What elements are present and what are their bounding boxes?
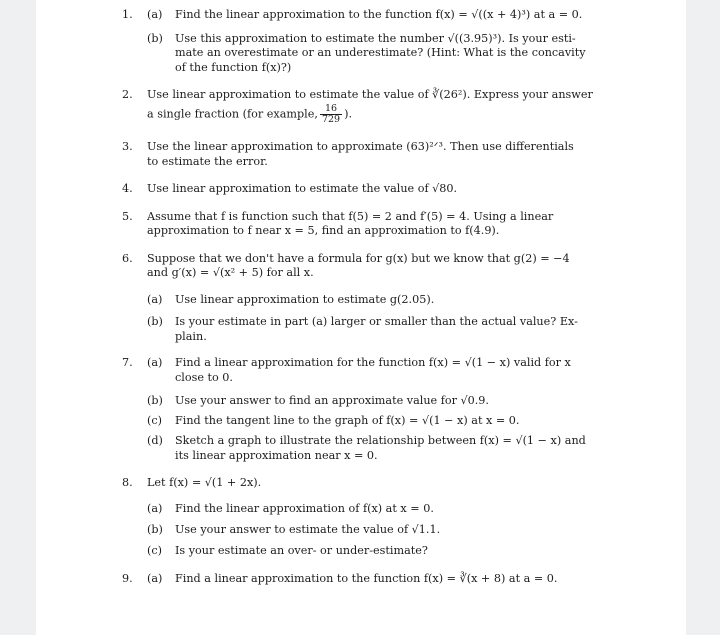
problem-number: 6. — [122, 252, 133, 265]
part-label: (d) — [147, 434, 163, 447]
part-label: (b) — [147, 394, 163, 407]
problem-text: Use this approximation to estimate the number √((3.95)³). Is your esti- — [175, 32, 576, 45]
problem-number: 3. — [122, 140, 133, 153]
part-label: (c) — [147, 414, 162, 427]
problem-text: Is your estimate in part (a) larger or smaller than the actual value? Ex- — [175, 315, 578, 328]
problem-number: 1. — [122, 8, 133, 21]
problem-text: Assume that f is function such that f(5) = 2 and f′(5) = 4. Using a linear — [147, 210, 554, 223]
problem-text: plain. — [175, 330, 207, 343]
problem-text: Find a linear approximation for the function f(x) = √(1 − x) valid for x — [175, 356, 571, 369]
problem-number: 4. — [122, 182, 133, 195]
problem-text: and g′(x) = √(x² + 5) for all x. — [147, 266, 314, 279]
problem-text: Use the linear approximation to approximate (63)²ᐟ³. Then use differentials — [147, 140, 574, 153]
problem-number: 8. — [122, 476, 133, 489]
problem-text: a single fraction (for example, $\frac{16}{729}$ ). — [147, 103, 352, 125]
part-label: (a) — [147, 293, 163, 306]
problem-text: Suppose that we don't have a formula for g(x) but we know that g(2) = −4 — [147, 252, 570, 265]
problem-text: Use your answer to find an approximate value for √0.9. — [175, 394, 489, 407]
problem-text: Use your answer to estimate the value of √1.1. — [175, 523, 441, 536]
part-label: (a) — [147, 502, 163, 515]
problem-number: 5. — [122, 210, 133, 223]
part-label: (a) — [147, 356, 163, 369]
problem-text: Sketch a graph to illustrate the relationship between f(x) = √(1 − x) and — [175, 434, 586, 447]
problem-text: Find the linear approximation to the function f(x) = √((x + 4)³) at a = 0. — [175, 8, 583, 21]
problem-text: Find the tangent line to the graph of f(x) = √(1 − x) at x = 0. — [175, 414, 520, 427]
part-label: (c) — [147, 544, 162, 557]
problem-text: of the function f(x)?) — [175, 61, 292, 74]
problem-text: Use linear approximation to estimate g(2.05). — [175, 293, 435, 306]
problem-text: Find a linear approximation to the function f(x) = ∛(x + 8) at a = 0. — [175, 572, 558, 585]
problem-text: to estimate the error. — [147, 155, 268, 168]
problem-text: Use linear approximation to estimate the value of √80. — [147, 182, 458, 195]
part-label: (b) — [147, 32, 163, 45]
problem-text: Let f(x) = √(1 + 2x). — [147, 476, 262, 489]
problem-number: 7. — [122, 356, 133, 369]
problem-number: 9. — [122, 572, 133, 585]
problem-text: approximation to f near x = 5, find an approximation to f(4.9). — [147, 224, 500, 237]
problem-text: Find the linear approximation of f(x) at x = 0. — [175, 502, 434, 515]
example-fraction: $\frac{16}{729}$ — [321, 103, 341, 125]
problem-number: 2. — [122, 88, 133, 101]
problem-text: its linear approximation near x = 0. — [175, 449, 378, 462]
problem-text: Use linear approximation to estimate the value of ∛(26²). Express your answer — [147, 88, 593, 101]
problem-text: mate an overestimate or an underestimate? (Hint: What is the concavity — [175, 46, 586, 59]
part-label: (a) — [147, 572, 163, 585]
problem-text: close to 0. — [175, 371, 233, 384]
part-label: (b) — [147, 315, 163, 328]
part-label: (b) — [147, 523, 163, 536]
part-label: (a) — [147, 8, 163, 21]
problem-text: Is your estimate an over- or under-estimate? — [175, 544, 428, 557]
